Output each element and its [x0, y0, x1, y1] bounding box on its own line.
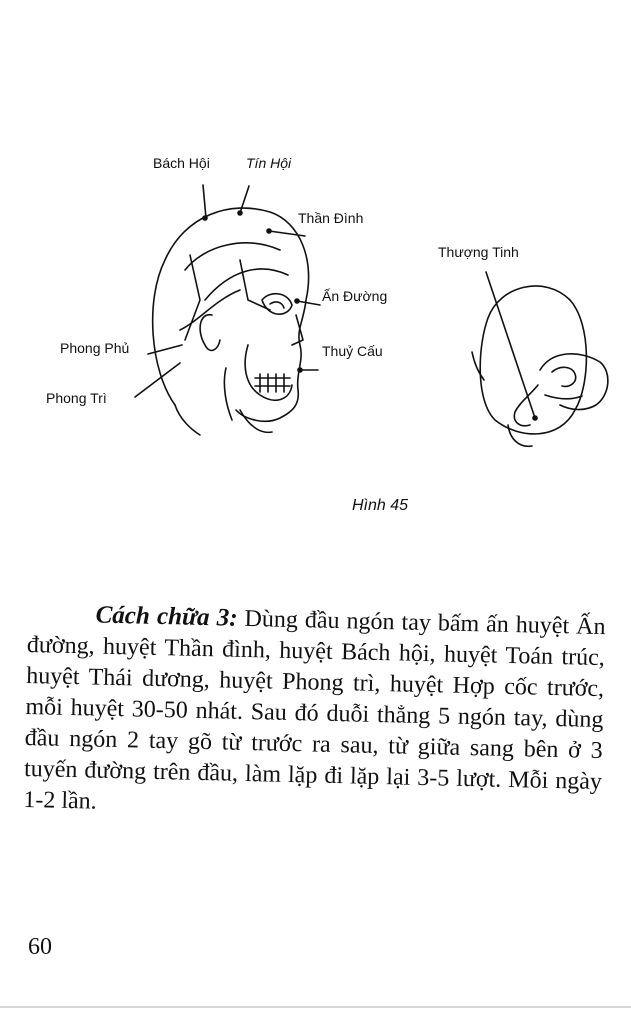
- label-phong-phu: Phong Phủ: [60, 340, 130, 356]
- label-an-duong: Ấn Đường: [322, 288, 388, 304]
- label-bach-hoi: Bách Hội: [153, 155, 210, 171]
- label-thuy-cau: Thuỷ Cấu: [322, 343, 383, 359]
- label-than-dinh: Thần Đình: [298, 210, 364, 226]
- treatment-heading: Cách chữa 3:: [95, 601, 238, 632]
- figure-caption: Hình 45: [352, 497, 409, 514]
- label-thuong-tinh: Thượng Tinh: [438, 244, 519, 260]
- bottom-rule: [0, 1006, 631, 1008]
- page-number: 60: [28, 934, 52, 960]
- treatment-paragraph: [23, 598, 606, 829]
- label-tin-hoi: Tín Hội: [246, 155, 292, 171]
- label-phong-tri: Phong Trì: [46, 390, 107, 406]
- paragraph-indent: [27, 621, 95, 623]
- treatment-instructions: Dùng đầu ngón tay bấm ấn huyệt Ấn đường, huyệt Thần đình, huyệt Bách hội, huyệt Toán trúc, huyệt Thái dương, huyệt Phong trì, huyệt Hợp cốc trước, mỗi huyệt 30-50 nhát. Sau đó duỗi thẳng 5 ngón tay, dùng đầu ngón 2 tay gõ từ trước ra sau, từ giữa sang bên ở 3 tuyến đường trên đầu, làm lặp đi lặp lại 3-5 lượt. Mỗi ngày 1-2 lần.: [23, 605, 606, 815]
